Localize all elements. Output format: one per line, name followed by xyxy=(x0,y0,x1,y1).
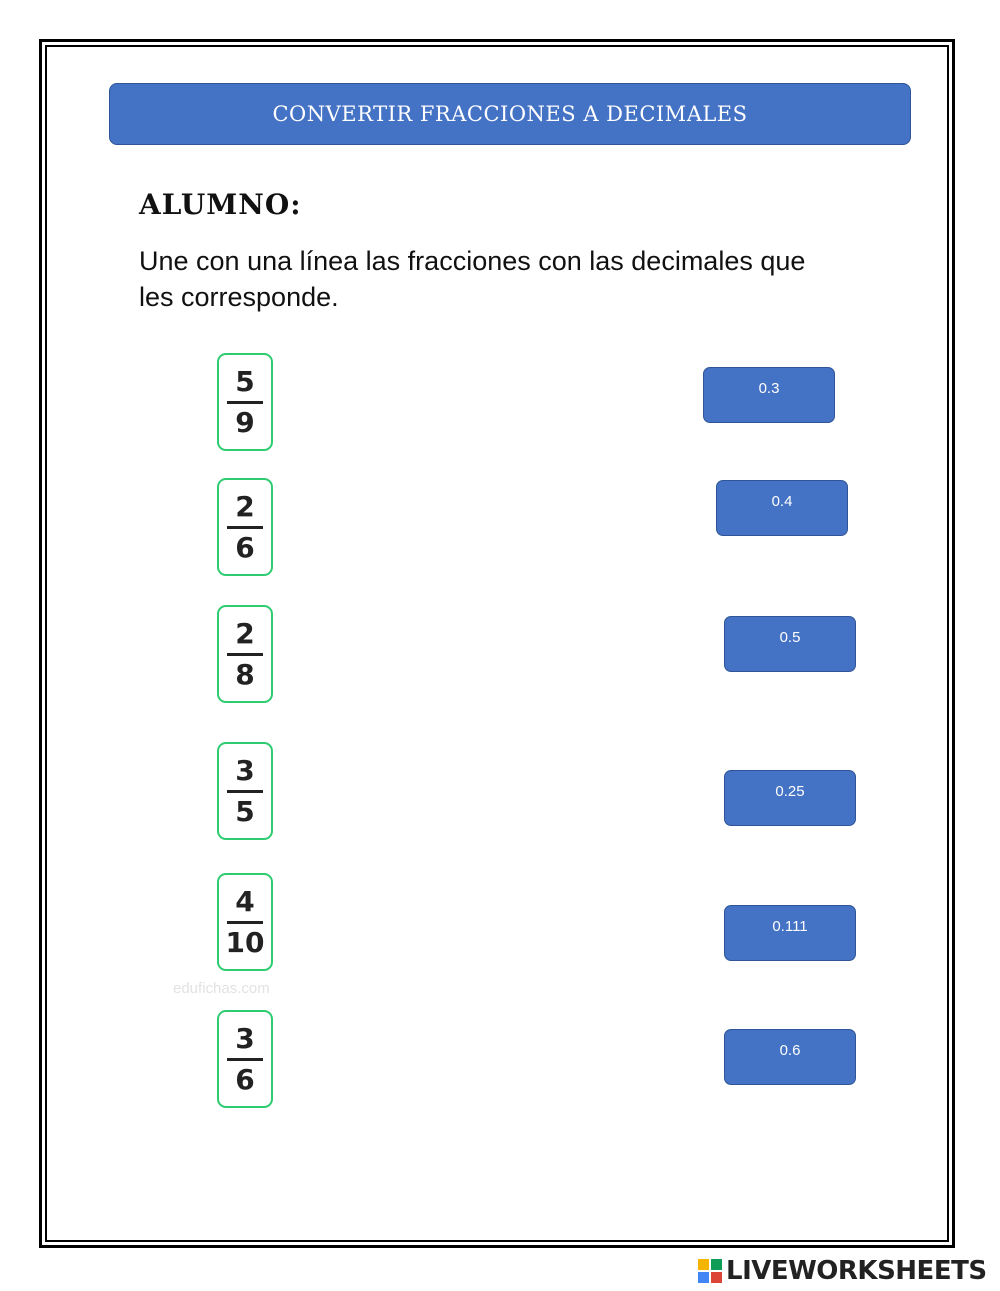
fraction-bar xyxy=(227,921,263,924)
fraction-denominator: 5 xyxy=(235,794,255,828)
fraction-numerator: 3 xyxy=(235,753,255,787)
fraction-numerator: 2 xyxy=(235,489,255,523)
fraction-bar xyxy=(227,526,263,529)
fraction-bar xyxy=(227,401,263,404)
student-name-label: ALUMNO: xyxy=(139,188,302,221)
fraction-card-2[interactable] xyxy=(217,478,273,576)
fraction-denominator: 9 xyxy=(235,405,255,439)
decimal-box-4[interactable]: 0.25 xyxy=(724,770,856,826)
fraction-card-3[interactable] xyxy=(217,605,273,703)
brand-name: LIVEWORKSHEETS xyxy=(726,1256,987,1286)
fraction-numerator: 4 xyxy=(235,884,255,918)
fraction-denominator: 8 xyxy=(235,657,255,691)
brand xyxy=(698,1256,987,1286)
fraction-numerator: 5 xyxy=(235,364,255,398)
fraction-bar xyxy=(227,790,263,793)
fraction-bar xyxy=(227,653,263,656)
title-banner xyxy=(109,83,911,145)
fraction-card-6[interactable] xyxy=(217,1010,273,1108)
decimal-box-1[interactable]: 0.3 xyxy=(703,367,835,423)
fraction-card-1[interactable] xyxy=(217,353,273,451)
watermark: edufichas.com xyxy=(173,980,270,997)
liveworksheets-logo-icon xyxy=(698,1259,722,1283)
fraction-denominator: 6 xyxy=(235,1062,255,1096)
decimal-box-6[interactable]: 0.6 xyxy=(724,1029,856,1085)
fraction-numerator: 3 xyxy=(235,1021,255,1055)
fraction-card-5[interactable] xyxy=(217,873,273,971)
fraction-denominator: 6 xyxy=(235,530,255,564)
fraction-bar xyxy=(227,1058,263,1061)
page-title: CONVERTIR FRACCIONES A DECIMALES xyxy=(272,102,748,126)
fraction-numerator: 2 xyxy=(235,616,255,650)
fraction-denominator: 10 xyxy=(225,925,265,959)
decimal-box-3[interactable]: 0.5 xyxy=(724,616,856,672)
decimal-box-5[interactable]: 0.111 xyxy=(724,905,856,961)
decimal-box-2[interactable]: 0.4 xyxy=(716,480,848,536)
instructions-text: Une con una línea las fracciones con las decimales que les corresponde. xyxy=(139,246,806,312)
fraction-card-4[interactable] xyxy=(217,742,273,840)
